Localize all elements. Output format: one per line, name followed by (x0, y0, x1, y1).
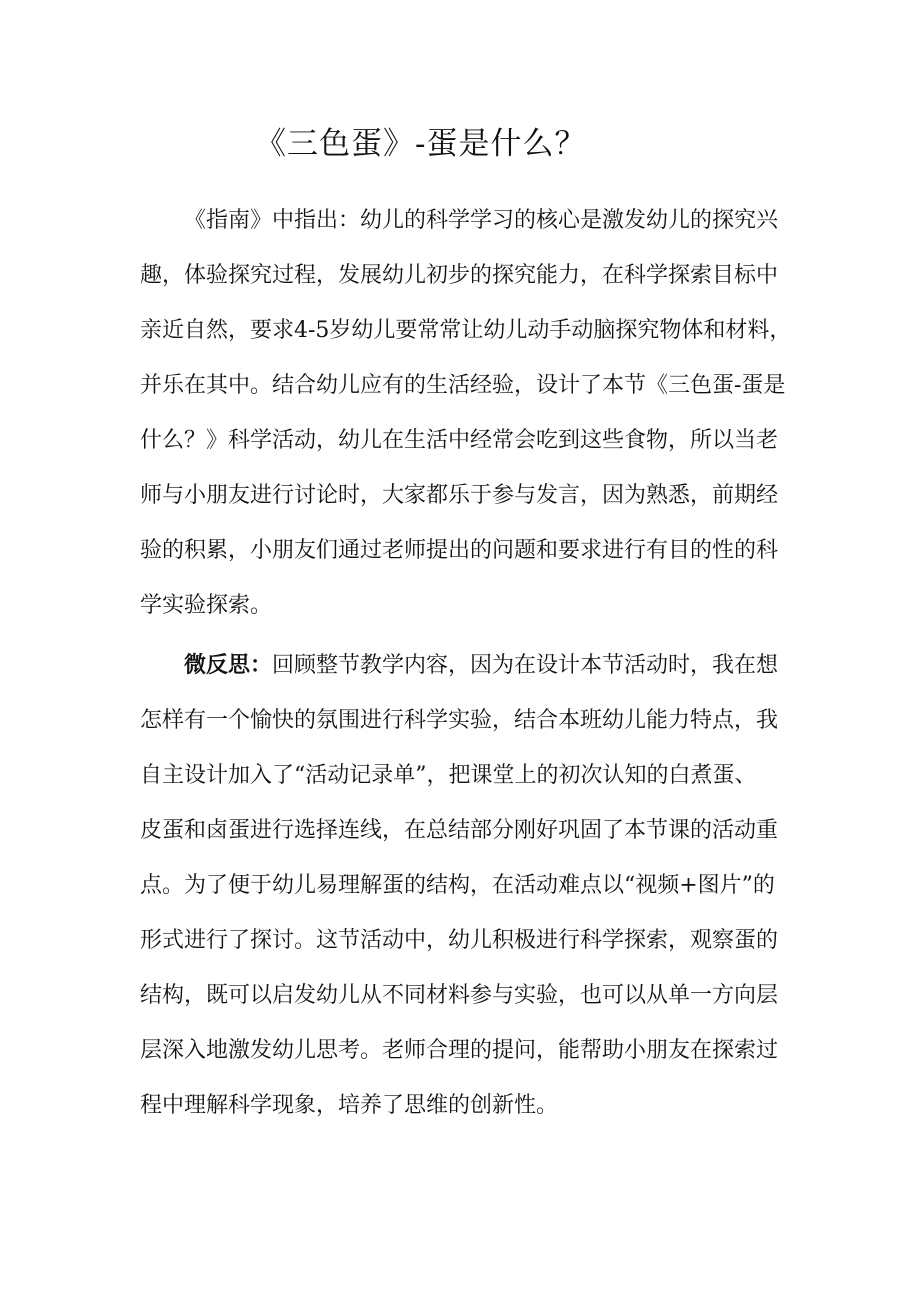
paragraph-line: 皮蛋和卤蛋进行选择连线，在总结部分刚好巩固了本节课的活动重 (140, 818, 779, 843)
paragraph-line: 亲近自然，要求4-5岁幼儿要常常让幼儿动手动脑探究物体和材料， (140, 318, 792, 343)
paragraph-line: 层深入地激发幼儿思考。老师合理的提问，能帮助小朋友在探索过 (140, 1038, 779, 1063)
reflection-label: 微反思： (184, 652, 273, 678)
paragraph-guide (140, 193, 790, 633)
paragraph-line: 形式进行了探讨。这节活动中，幼儿积极进行科学探索，观察蛋的 (140, 928, 779, 953)
paragraph-line: 并乐在其中。结合幼儿应有的生活经验，设计了本节《三色蛋-蛋是 (140, 373, 786, 398)
paragraph-line: 点。为了便于幼儿易理解蛋的结构，在活动难点以“视频+图片”的 (140, 873, 775, 898)
document-title: 《三色蛋》-蛋是什么？ (255, 126, 587, 162)
paragraph-line-text: 回顾整节教学内容，因为在设计本节活动时，我在想 (272, 653, 779, 678)
paragraph-line: 师与小朋友进行讨论时，大家都乐于参与发言，因为熟悉，前期经 (140, 483, 779, 508)
paragraph-line: 验的积累，小朋友们通过老师提出的问题和要求进行有目的性的科 (140, 538, 779, 563)
paragraph-line: 自主设计加入了“活动记录单”，把课堂上的初次认知的白煮蛋、 (140, 763, 757, 788)
paragraph-line: 结构，既可以启发幼儿从不同材料参与实验，也可以从单一方向层 (140, 983, 779, 1008)
paragraph-reflection (140, 638, 790, 1133)
paragraph-line: 什么？》科学活动，幼儿在生活中经常会吃到这些食物，所以当老 (140, 428, 779, 453)
paragraph-line: 学实验探索。 (140, 593, 273, 618)
paragraph-line: 怎样有一个愉快的氛围进行科学实验，结合本班幼儿能力特点，我 (140, 708, 779, 733)
paragraph-line: 趣，体验探究过程，发展幼儿初步的探究能力，在科学探索目标中 (140, 263, 779, 288)
paragraph-line: 程中理解科学现象，培养了思维的创新性。 (140, 1093, 559, 1118)
paragraph-line: 《指南》中指出：幼儿的科学学习的核心是激发幼儿的探究兴 (184, 208, 779, 233)
paragraph-line (140, 638, 790, 693)
